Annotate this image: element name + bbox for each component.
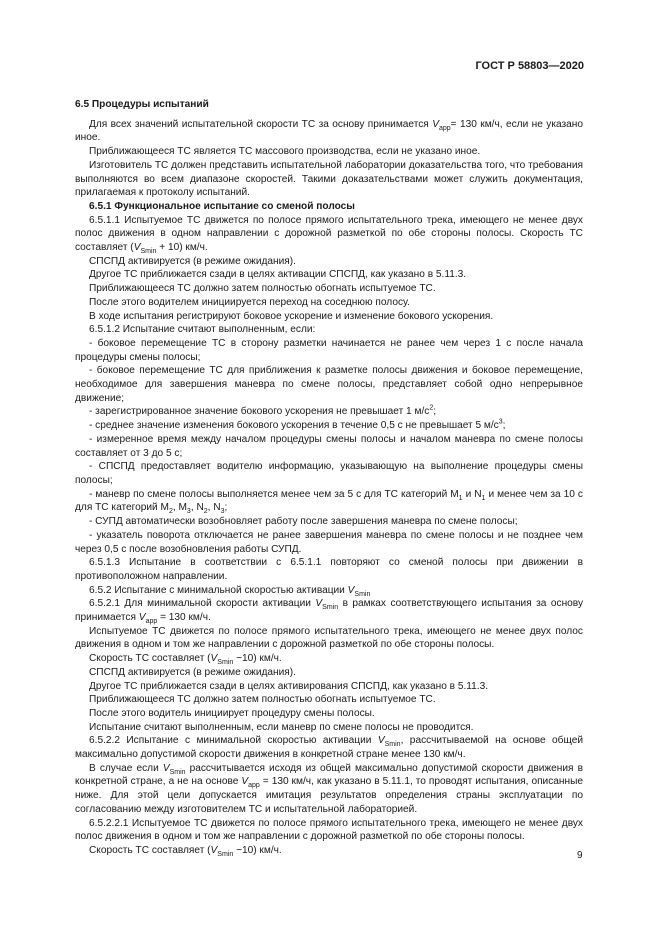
paragraph: 6.5.2.1 Для минимальной скорости активации $V_{Smin}$ в рамках соответствующего испытания за основу принимается $V_{app} = 130$ км/ч. — [75, 598, 584, 626]
paragraph: Изготовитель ТС должен представить испытательной лаборатории доказательства того, что требования выполняются во всем диапазоне скоростей. Такими доказательствами может служить документация, прилагаемая к протоколу испытаний. — [75, 159, 583, 199]
paragraph: После этого водитель инициирует процедуру смены полосы. — [89, 707, 375, 719]
paragraph: Приближающееся ТС должно затем полностью обогнать испытуемое ТС. — [89, 694, 436, 706]
paragraph: Приближающееся ТС является ТС массового производства, если не указано иное. — [89, 146, 481, 158]
list-item: - зарегистрированное значение бокового ускорения не превышает 1 $м/с^2$; — [89, 405, 437, 418]
list-item: - СУПД автоматически возобновляет работу после завершения маневра по смене полосы; — [89, 516, 518, 528]
subsection-heading: 6.5.1 Функциональное испытание со сменой полосы — [89, 200, 355, 212]
paragraph: Приближающееся ТС должно затем полностью обогнать испытуемое ТС. — [89, 283, 436, 295]
list-item: - среднее значение изменения бокового ускорения в течение 0,5 с не превышает 5 $м/с^3$; — [89, 418, 506, 432]
paragraph: Скорость ТС составляет $(V_{Smin} -10)$ км/ч. — [89, 844, 282, 858]
list-item: - СПСПД предоставляет водителю информацию, указывающую на выполнение процедуры смены полосы; — [75, 461, 583, 486]
paragraph: 6.5.2 Испытание с минимальной скоростью активации $V_{Smin}$ — [89, 584, 371, 598]
paragraph: Другое ТС приближается сзади в целях активации СПСПД, как указано в 5.11.3. — [89, 269, 467, 281]
list-item: - маневр по смене полосы выполняется менее чем за 5 с для ТС категорий $M_1$ и $N_1$ и менее чем за 10 с для ТС категорий $M_2$, $M_3$, $N_2$, $N_3$; — [75, 488, 583, 516]
paragraph: После этого водителем инициируется переход на соседнюю полосу. — [89, 296, 410, 308]
paragraph: 6.5.1.1 Испытуемое ТС движется по полосе прямого испытательного трека, имеющего не менее двух полос движения в одном направлении с дорожной разметкой по обе стороны полосы. Скорость ТС составляет $(V_{Smin} + 10)$ км/ч. — [75, 214, 583, 256]
paragraph: СПСПД активируется (в режиме ожидания). — [89, 255, 296, 267]
paragraph: СПСПД активируется (в режиме ожидания). — [89, 666, 296, 678]
list-item: - указатель поворота отключается не ранее завершения маневра по смене полосы и не позднее чем через 0,5 с после возобновления работы СУПД. — [75, 529, 583, 555]
document-body — [75, 98, 583, 858]
paragraph: В ходе испытания регистрируют боковое ускорение и изменение бокового ускорения. — [89, 310, 494, 322]
paragraph: Испытуемое ТС движется по полосе прямого испытательного трека, имеющего не менее двух полос движения в одном и том же направлении с дорожной разметкой по обе стороны полосы. — [75, 625, 583, 651]
paragraph: Скорость ТС составляет $(V_{Smin} -10)$ км/ч. — [89, 653, 282, 667]
paragraph: 6.5.2.2 Испытание с минимальной скоростью активации $V_{Smin}$, рассчитываемой на основе общей максимально допустимой скорости движения в конкретной стране менее 130 км/ч. — [75, 735, 583, 761]
list-item: - боковое перемещение ТС в сторону разметки начинается не ранее чем через 1 с после начала процедуры смены полосы; — [75, 337, 583, 363]
paragraph: 6.5.2.2.1 Испытуемое ТС движется по полосе прямого испытательного трека, имеющего не менее двух полос движения в одном и том же направлении с дорожной разметкой по обе стороны полосы. — [75, 817, 583, 843]
paragraph: 6.5.1.2 Испытание считают выполненным, если: — [89, 324, 316, 336]
paragraph: Для всех значений испытательной скорости ТС за основу принимается $V_{app}= 130$ км/ч, если не указано иное. — [75, 118, 584, 144]
paragraph: Другое ТС приближается сзади в целях активирования СПСПД, как указано в 5.11.3. — [89, 680, 489, 692]
list-item: - боковое перемещение ТС для приближения к разметке полосы движения и боковое перемещение, необходимое для завершения маневра по смене полосы, представляет собой одно непрерывное движение; — [75, 365, 583, 404]
document-header: ГОСТ Р 58803—2020 — [475, 60, 584, 72]
page-number: 9 — [577, 850, 583, 861]
paragraph: Испытание считают выполненным, если маневр по смене полосы не проводится. — [89, 721, 474, 733]
paragraph: 6.5.1.3 Испытание в соответствии с 6.5.1.1 повторяют со сменой полосы при движении в противоположном направлении. — [75, 557, 583, 582]
section-heading: 6.5 Процедуры испытаний — [75, 99, 209, 110]
list-item: - измеренное время между началом процедуры смены полосы и началом маневра по смене полосы составляет от 3 до 5 с; — [75, 433, 583, 459]
paragraph: В случае если $V_{Smin}$ рассчитывается исходя из общей максимально допустимой скорости движения в конкретной стране, а не на основе $V_{app} = 130$ км/ч, как указано в 5.11.1, то проводят испытания, описанные ниже. Для этой цели допускается имитация результатов определения страны эксплуатации по согласованию между изготовителем ТС и испытательной лабораторией. — [75, 762, 584, 815]
